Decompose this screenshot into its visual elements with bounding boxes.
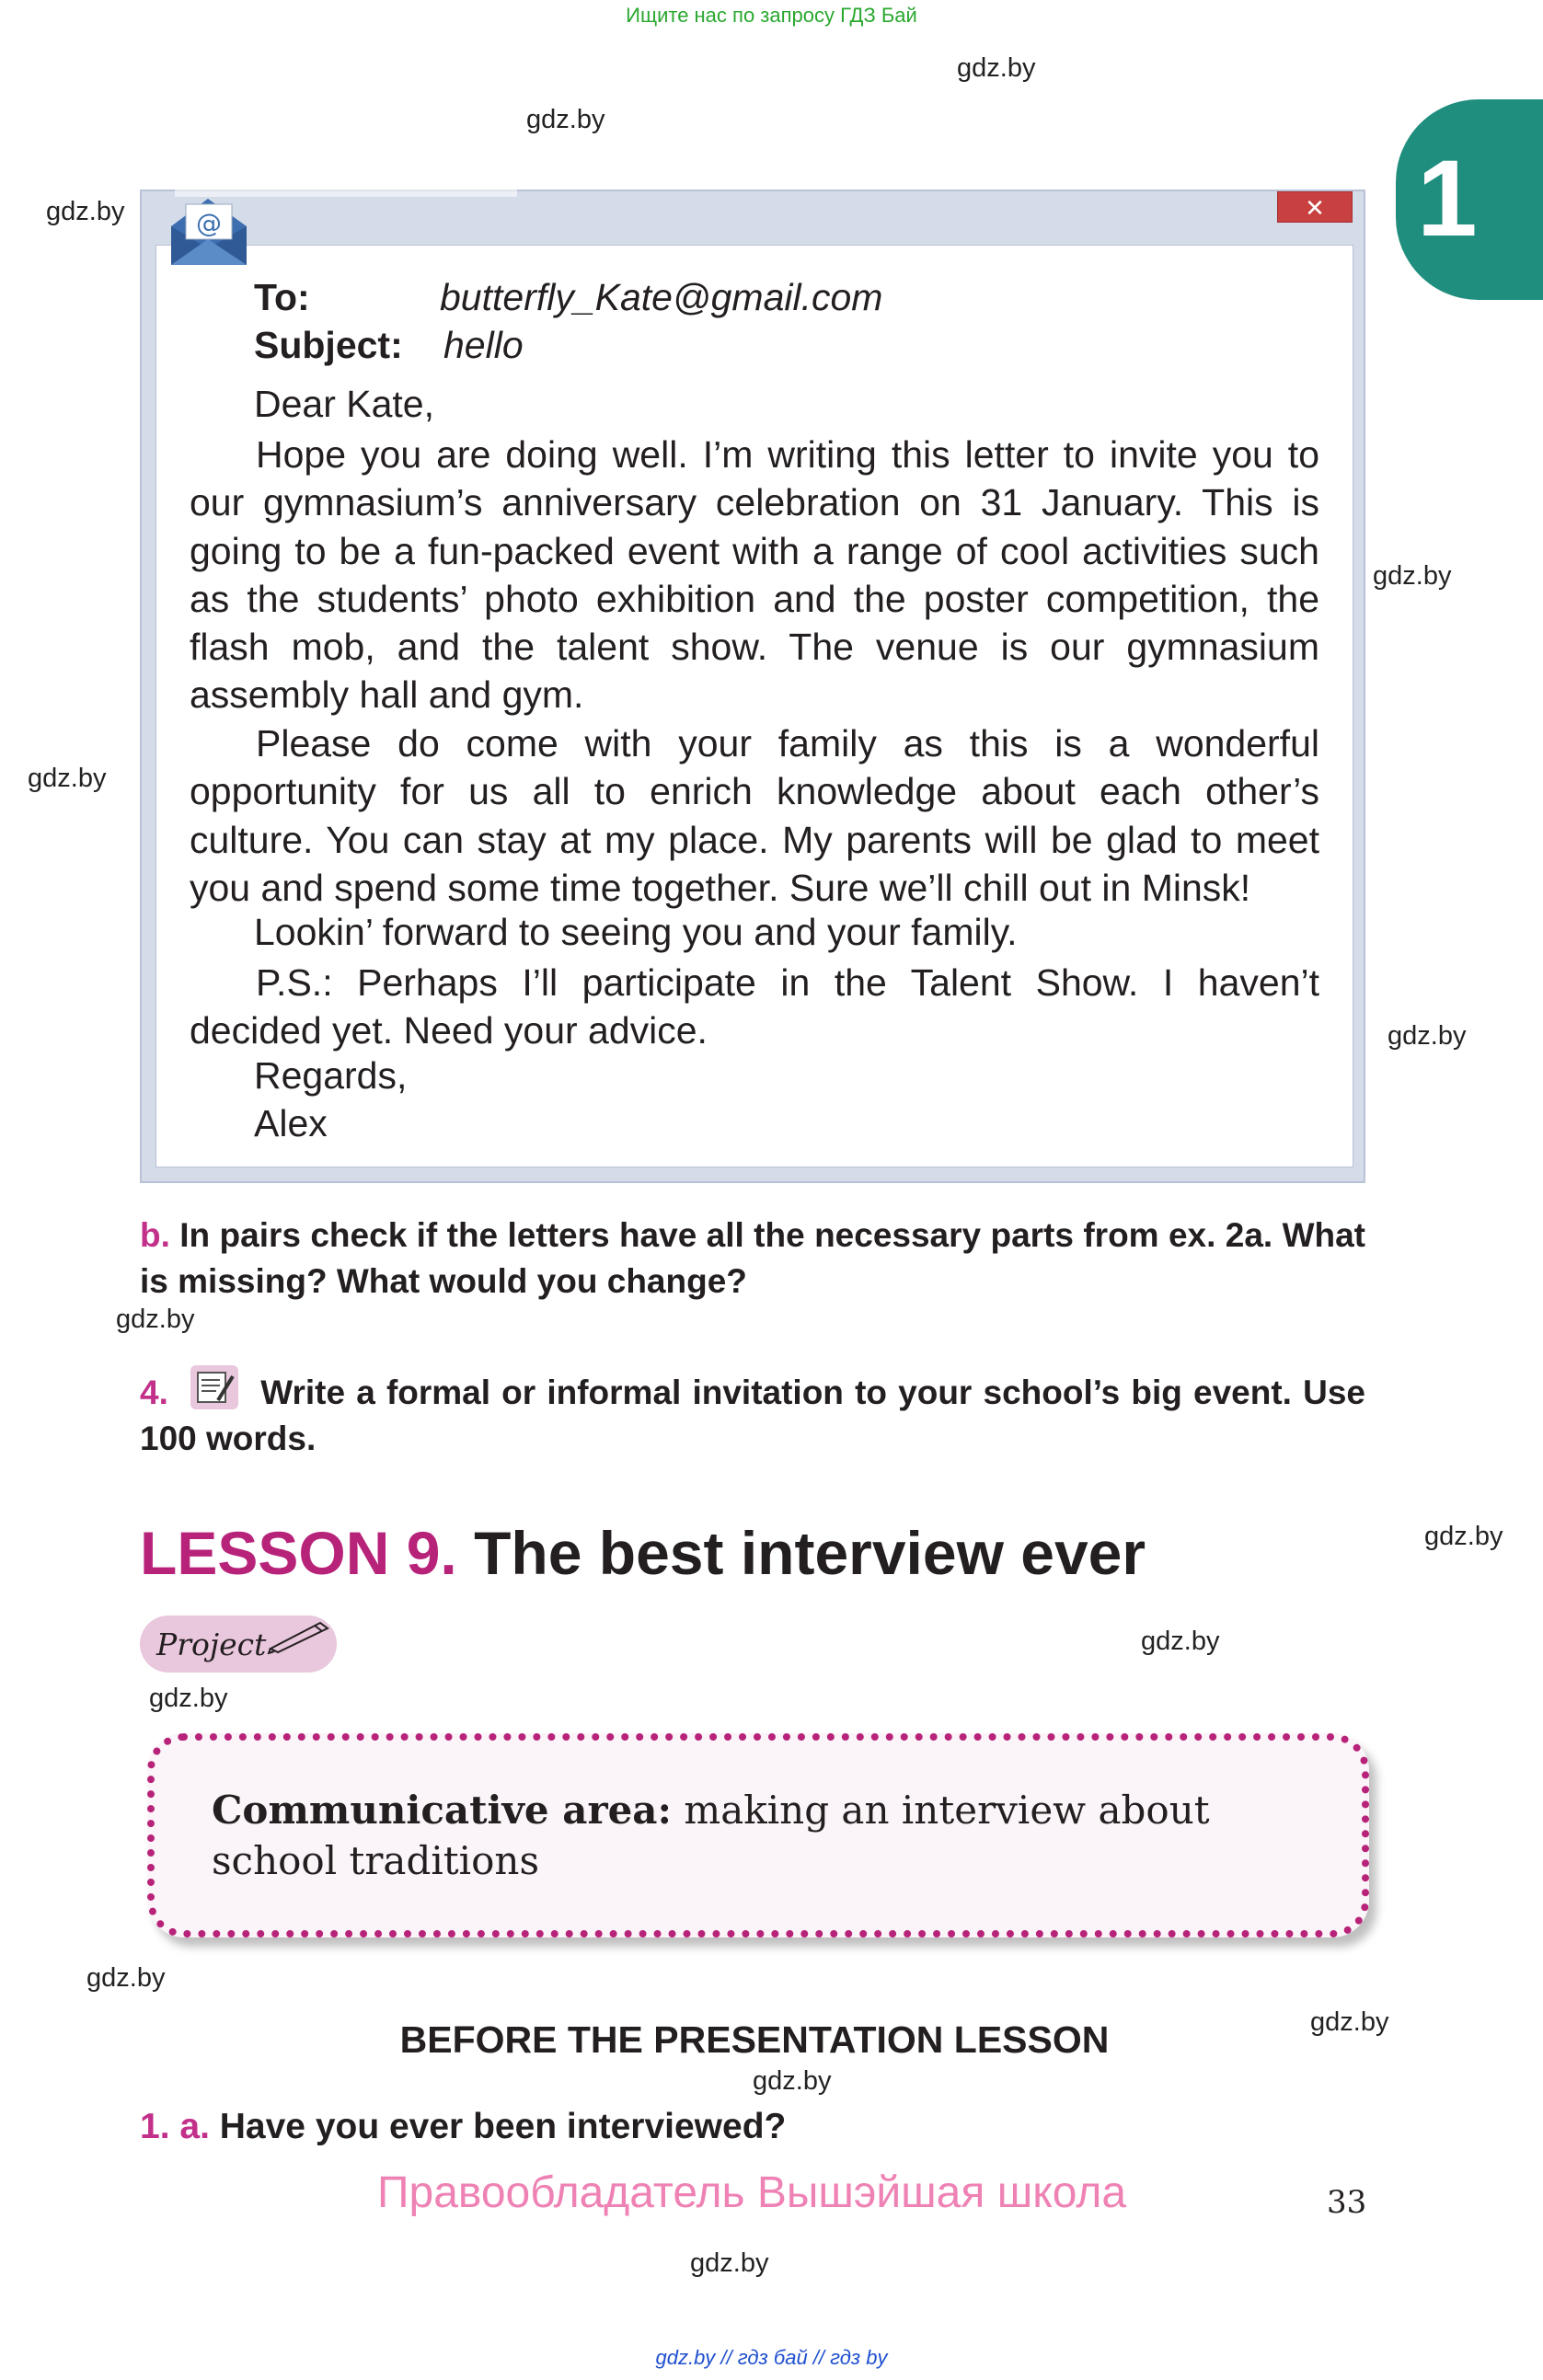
task-4-text: Write a formal or informal invitation to your school’s big event. Use 100 words.: [140, 1374, 1366, 1457]
watermark: gdz.by: [149, 1684, 228, 1713]
email-closing-line: Lookin’ forward to seeing you and your family.: [254, 911, 1018, 953]
question-1-number: 1.: [140, 2107, 170, 2146]
email-envelope-icon: [162, 191, 254, 270]
copyright-notice: Правообладатель Вышэйшая школа: [377, 2168, 1127, 2217]
question-1: [140, 2107, 786, 2147]
svg-text:@: @: [196, 208, 222, 238]
email-postscript: [190, 959, 1319, 1055]
communicative-area-label: Communicative area:: [212, 1788, 673, 1833]
watermark: gdz.by: [1424, 1522, 1503, 1551]
question-1-text: Have you ever been interviewed?: [219, 2107, 787, 2146]
watermark: gdz.by: [46, 197, 125, 226]
task-b: [140, 1213, 1365, 1305]
watermark: gdz.by: [1388, 1021, 1467, 1051]
writing-task-icon: [189, 1363, 240, 1411]
section-heading: BEFORE THE PRESENTATION LESSON: [399, 2018, 1110, 2061]
email-paragraph-2-text: Please do come with your family as this is a wonderful opportunity for us all to enrich knowledge about each other’s culture. You can stay at my place. My parents will be glad to meet you and spend some time together. Sure we’ll chill out in Minsk!: [190, 722, 1319, 909]
question-1-sub: a.: [179, 2107, 210, 2146]
communicative-area: [212, 1785, 1316, 1886]
lesson-name: The best interview ever: [474, 1519, 1146, 1587]
watermark: gdz.by: [690, 2248, 769, 2278]
email-paragraph-2: [190, 719, 1319, 912]
email-greeting: Dear Kate,: [254, 383, 434, 425]
close-button[interactable]: ✕: [1277, 191, 1353, 223]
lesson-title: [140, 1518, 1146, 1588]
task-b-text: In pairs check if the letters have all the necessary parts from ex. 2a. What is missing? What would you change?: [140, 1216, 1365, 1300]
to-address: butterfly_Kate@gmail.com: [440, 276, 883, 318]
top-banner[interactable]: Ищите нас по запросу ГДЗ Бай: [626, 4, 917, 27]
watermark: gdz.by: [1141, 1627, 1220, 1656]
page-number: 33: [1327, 2184, 1367, 2221]
watermark: gdz.by: [1310, 2007, 1389, 2037]
watermark: gdz.by: [1373, 561, 1452, 591]
chapter-number: 1: [1417, 138, 1478, 259]
watermark: gdz.by: [116, 1305, 195, 1334]
task-4-number: 4.: [140, 1374, 168, 1411]
task-b-number: b.: [140, 1216, 170, 1254]
email-signature: Alex: [254, 1102, 328, 1144]
email-paragraph-1: [190, 431, 1319, 719]
pen-icon: [267, 1617, 333, 1654]
subject-label: Subject:: [254, 324, 403, 366]
watermark: gdz.by: [957, 53, 1036, 83]
to-label: To:: [254, 276, 310, 318]
email-paragraph-1-text: Hope you are doing well. I’m writing this letter to invite you to our gymnasium’s anniversary celebration on 31 January. This is going to be a fun-packed event with a range of cool activities such as the students’ photo exhibition and the poster competition, the flash mob, and the talent show. The venue is our gymnasium assembly hall and gym.: [190, 433, 1319, 717]
project-label: Project: [156, 1627, 267, 1662]
watermark: gdz.by: [28, 764, 107, 793]
task-4: [140, 1363, 1365, 1462]
email-postscript-text: P.S.: Perhaps I’ll participate in the Talent Show. I haven’t decided yet. Need your advice.: [190, 961, 1319, 1052]
subject-value: hello: [443, 324, 524, 366]
watermark: gdz.by: [526, 105, 605, 134]
lesson-number: LESSON 9.: [140, 1519, 457, 1587]
communicative-area-text: making an interview about school traditions: [212, 1788, 1210, 1883]
footer-links[interactable]: gdz.by // гдз бай // гдз by: [655, 2346, 888, 2369]
watermark: gdz.by: [753, 2066, 832, 2096]
watermark: gdz.by: [86, 1963, 166, 1993]
email-regards: Regards,: [254, 1054, 408, 1097]
